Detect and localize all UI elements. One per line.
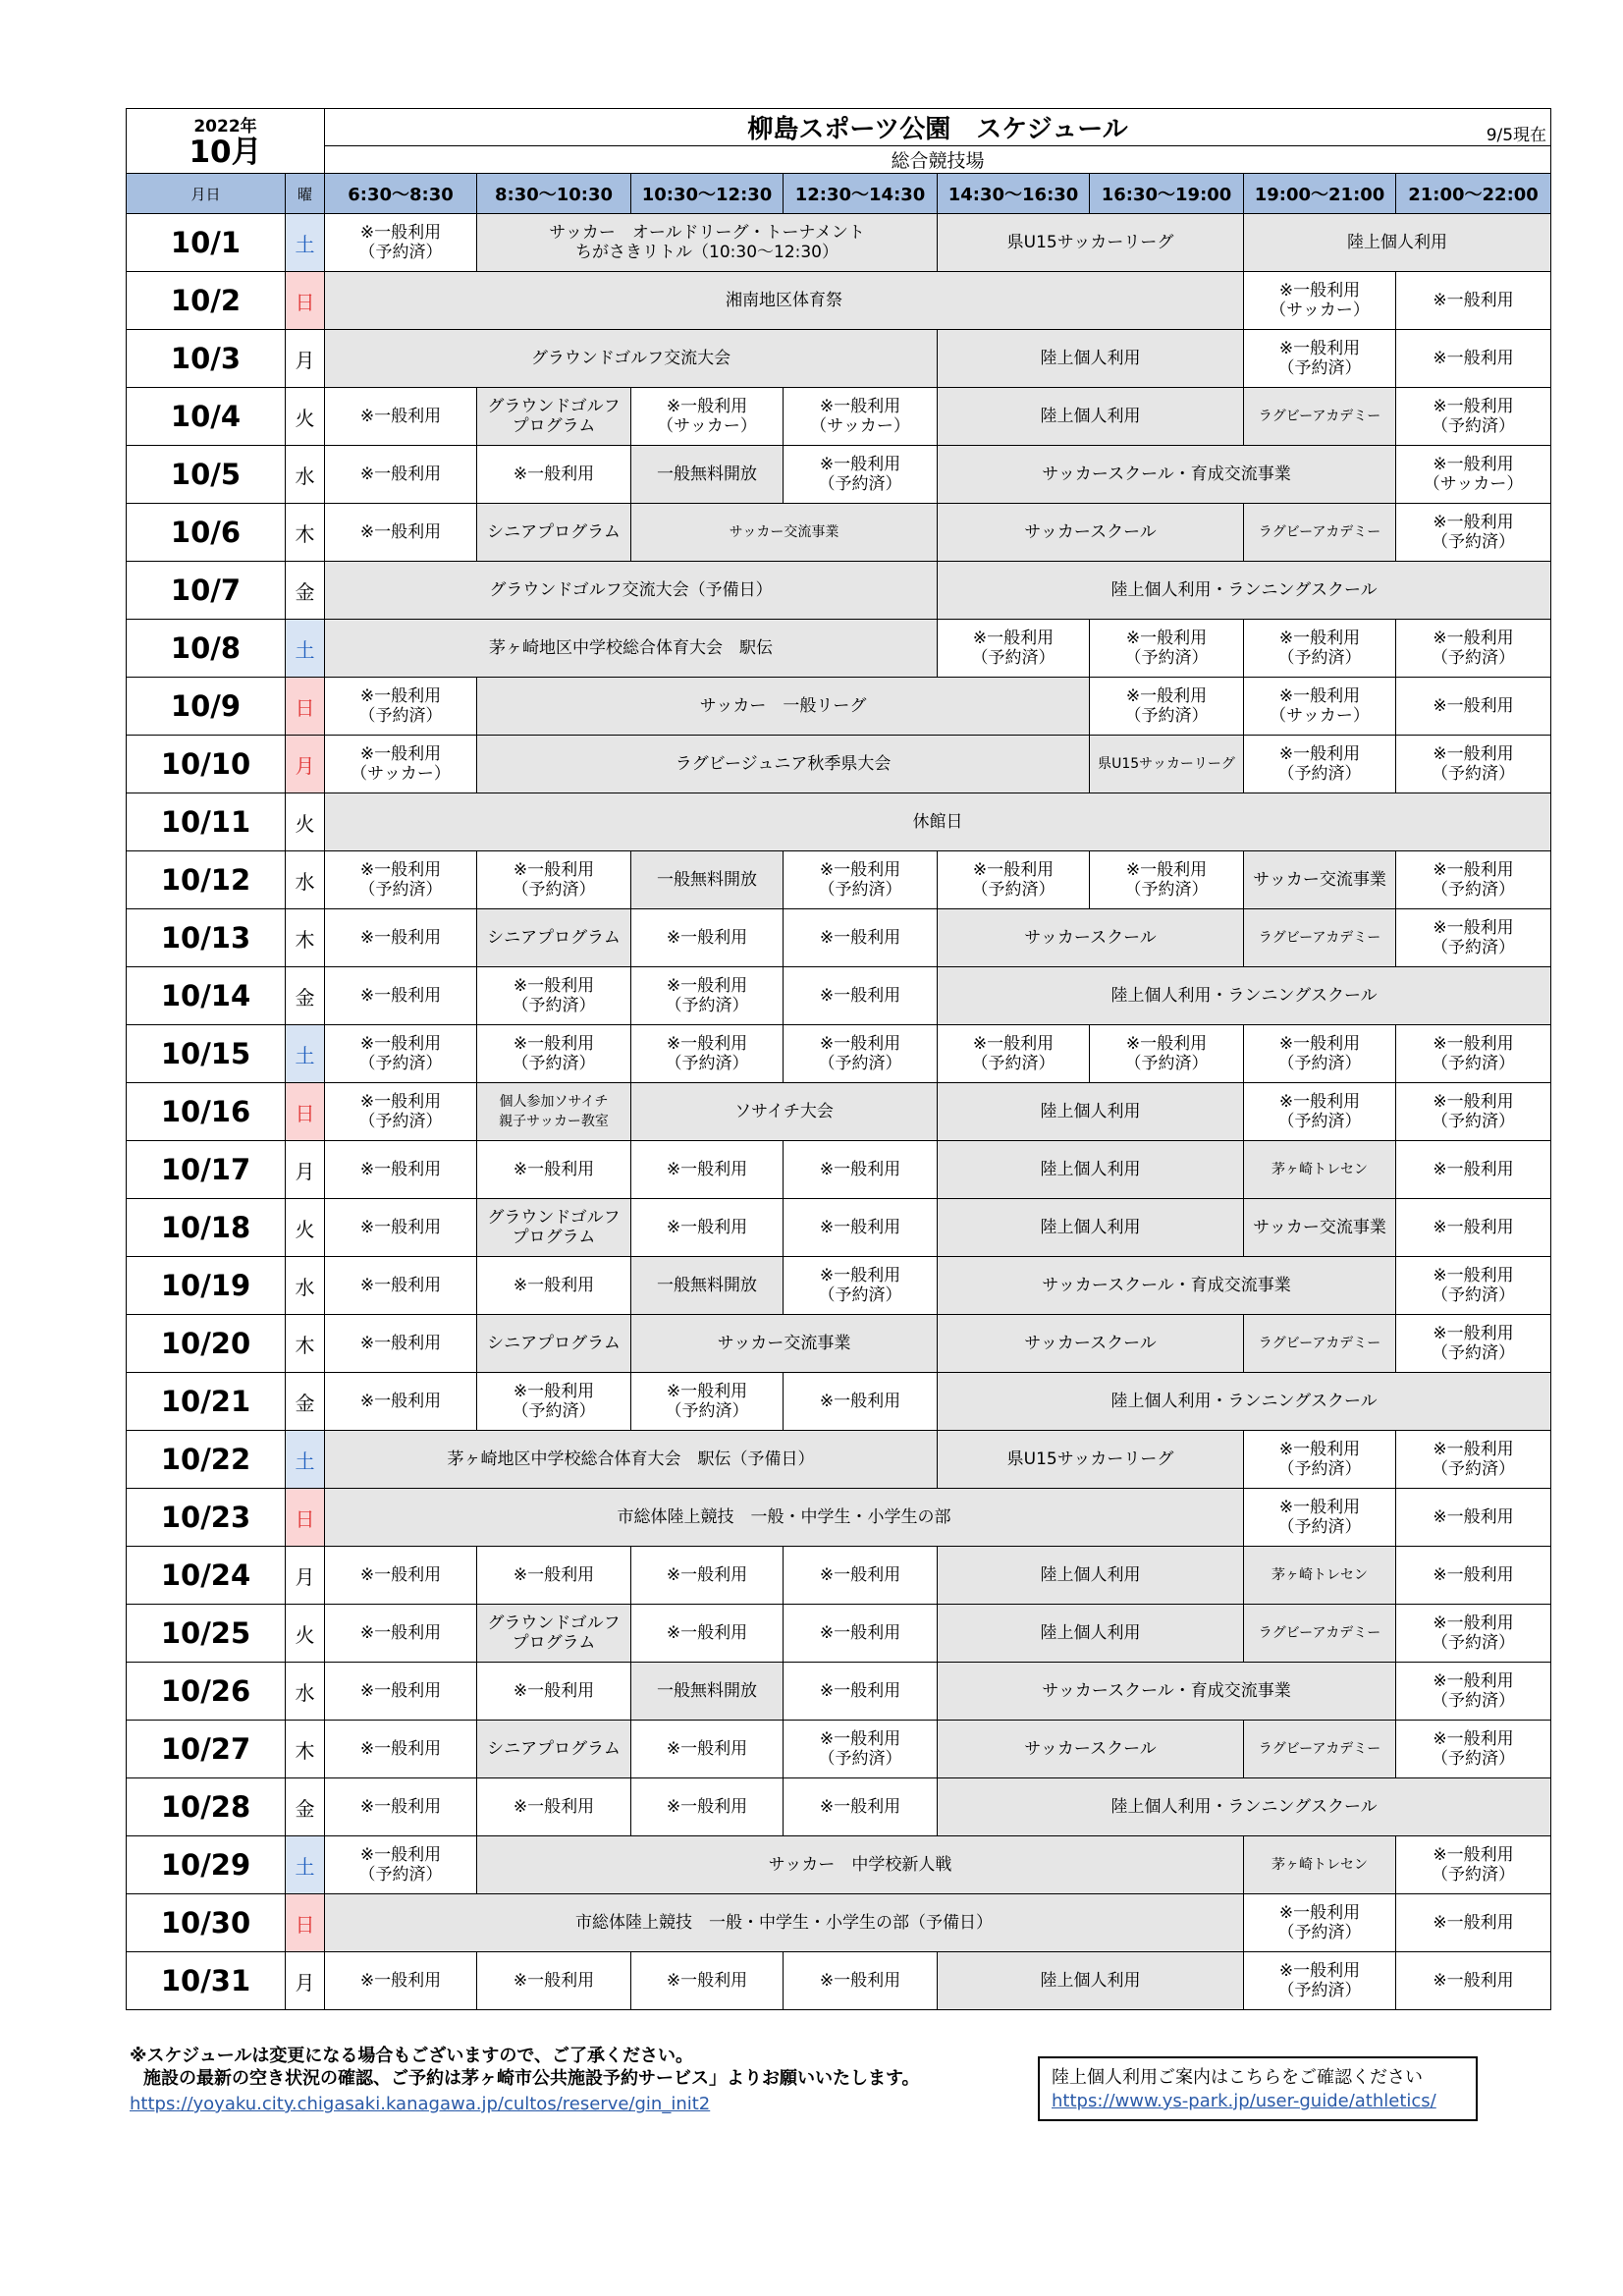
schedule-cell: ※一般利用 — [784, 1373, 938, 1431]
schedule-cell: 陸上個人利用 — [938, 1083, 1244, 1141]
date-cell: 10/31 — [127, 1952, 286, 2010]
schedule-cell: サッカー 中学校新人戦 — [477, 1836, 1244, 1894]
date-cell: 10/14 — [127, 967, 286, 1025]
day-row — [127, 1025, 1551, 1083]
page-title: 柳島スポーツ公園 スケジュール — [747, 115, 1128, 144]
schedule-cell: 茅ヶ崎トレセン — [1244, 1547, 1396, 1605]
weekday-cell: 金 — [286, 967, 325, 1025]
day-row — [127, 1605, 1551, 1663]
schedule-cell: 個人参加ソサイチ 親子サッカー教室 — [477, 1083, 631, 1141]
schedule-cell: ※一般利用 — [631, 909, 784, 967]
schedule-cell: ※一般利用 （予約済） — [1244, 1025, 1396, 1083]
schedule-cell: サッカー交流事業 — [1244, 851, 1396, 909]
day-row — [127, 1836, 1551, 1894]
day-row — [127, 388, 1551, 446]
schedule-cell: ※一般利用 — [477, 1547, 631, 1605]
schedule-cell: グラウンドゴルフ プログラム — [477, 1199, 631, 1257]
schedule-cell: 県U15サッカーリーグ — [938, 1431, 1244, 1489]
schedule-cell: ※一般利用 — [1396, 1199, 1551, 1257]
date-cell: 10/16 — [127, 1083, 286, 1141]
schedule-cell: ※一般利用 （予約済） — [1396, 1721, 1551, 1778]
schedule-cell: 陸上個人利用 — [1244, 214, 1551, 272]
date-cell: 10/10 — [127, 736, 286, 793]
schedule-cell: ※一般利用 — [477, 1141, 631, 1199]
weekday-cell: 月 — [286, 736, 325, 793]
schedule-cell: ※一般利用 （予約済） — [784, 851, 938, 909]
schedule-cell: ※一般利用 （予約済） — [784, 1257, 938, 1315]
schedule-cell: ※一般利用 — [1396, 1141, 1551, 1199]
date-cell: 10/25 — [127, 1605, 286, 1663]
schedule-cell: サッカースクール — [938, 504, 1244, 562]
schedule-cell: ※一般利用 （サッカー） — [325, 736, 477, 793]
weekday-cell: 水 — [286, 1663, 325, 1721]
day-row — [127, 1721, 1551, 1778]
date-cell: 10/7 — [127, 562, 286, 620]
date-cell: 10/24 — [127, 1547, 286, 1605]
schedule-change-note: ※スケジュールは変更になる場合もございますので、ご了承ください。 — [130, 2046, 694, 2066]
weekday-cell: 金 — [286, 562, 325, 620]
schedule-cell: ラグビーアカデミー — [1244, 1605, 1396, 1663]
weekday-cell: 月 — [286, 1547, 325, 1605]
schedule-cell: ※一般利用 — [1396, 272, 1551, 330]
schedule-cell: ※一般利用 — [325, 1141, 477, 1199]
date-cell: 10/6 — [127, 504, 286, 562]
day-row — [127, 909, 1551, 967]
schedule-cell: グラウンドゴルフ交流大会 — [325, 330, 938, 388]
day-row — [127, 1952, 1551, 2010]
weekday-cell: 金 — [286, 1373, 325, 1431]
schedule-cell: 茅ヶ崎地区中学校総合体育大会 駅伝（予備日） — [325, 1431, 938, 1489]
schedule-cell: サッカースクール — [938, 1721, 1244, 1778]
schedule-cell: ※一般利用 （予約済） — [1396, 736, 1551, 793]
schedule-cell: サッカー交流事業 — [631, 504, 938, 562]
schedule-cell: ※一般利用 （予約済） — [1090, 620, 1244, 678]
time-slot-header: 8:30～10:30 — [477, 174, 631, 214]
athletics-info-link[interactable]: https://www.ys-park.jp/user-guide/athletics/ — [1052, 2091, 1436, 2111]
date-cell: 10/2 — [127, 272, 286, 330]
weekday-cell: 日 — [286, 678, 325, 736]
schedule-cell: ※一般利用 — [631, 1721, 784, 1778]
schedule-cell: ※一般利用 （予約済） — [938, 620, 1090, 678]
schedule-cell: 茅ヶ崎トレセン — [1244, 1141, 1396, 1199]
day-row — [127, 1257, 1551, 1315]
schedule-cell: ※一般利用 — [325, 967, 477, 1025]
schedule-cell: 一般無料開放 — [631, 851, 784, 909]
schedule-cell: 陸上個人利用 — [938, 1605, 1244, 1663]
weekday-cell: 土 — [286, 620, 325, 678]
time-slot-header: 14:30～16:30 — [938, 174, 1090, 214]
schedule-cell: 陸上個人利用・ランニングスクール — [938, 1373, 1551, 1431]
schedule-cell: ※一般利用 （予約済） — [325, 1025, 477, 1083]
schedule-cell: ※一般利用 （予約済） — [631, 967, 784, 1025]
schedule-cell: 県U15サッカーリーグ — [938, 214, 1244, 272]
schedule-cell: ※一般利用 （予約済） — [325, 1836, 477, 1894]
schedule-cell: 陸上個人利用 — [938, 388, 1244, 446]
schedule-cell: ※一般利用 — [784, 1778, 938, 1836]
date-cell: 10/8 — [127, 620, 286, 678]
day-row — [127, 1083, 1551, 1141]
time-slot-header: 6:30～8:30 — [325, 174, 477, 214]
athletics-info-label: 陸上個人利用ご案内はこちらをご確認ください — [1052, 2067, 1423, 2088]
schedule-cell: ※一般利用 （予約済） — [325, 851, 477, 909]
weekday-cell: 水 — [286, 1257, 325, 1315]
date-cell: 10/11 — [127, 793, 286, 851]
date-cell: 10/28 — [127, 1778, 286, 1836]
footer-notes — [130, 2045, 920, 2090]
schedule-cell: ※一般利用 — [784, 909, 938, 967]
weekday-cell: 木 — [286, 504, 325, 562]
day-row — [127, 1489, 1551, 1547]
day-row — [127, 562, 1551, 620]
schedule-cell: ※一般利用 （予約済） — [477, 1373, 631, 1431]
schedule-cell: ※一般利用 — [784, 1199, 938, 1257]
schedule-cell: ※一般利用 （予約済） — [938, 851, 1090, 909]
schedule-cell: ※一般利用 （予約済） — [784, 1025, 938, 1083]
schedule-cell: ※一般利用 — [1396, 678, 1551, 736]
schedule-cell: シニアプログラム — [477, 1721, 631, 1778]
schedule-cell: ※一般利用 — [1396, 1952, 1551, 2010]
date-cell: 10/21 — [127, 1373, 286, 1431]
schedule-cell: ※一般利用 （サッカー） — [631, 388, 784, 446]
day-row — [127, 1663, 1551, 1721]
schedule-cell: ※一般利用 （予約済） — [1244, 1952, 1396, 2010]
schedule-cell: ※一般利用 （予約済） — [1396, 1663, 1551, 1721]
weekday-cell: 土 — [286, 1431, 325, 1489]
as-of-date: 9/5現在 — [1486, 126, 1547, 145]
year-label: 2022年 — [193, 116, 257, 137]
schedule-cell: ※一般利用 （予約済） — [1090, 851, 1244, 909]
weekday-cell: 木 — [286, 909, 325, 967]
weekday-cell: 土 — [286, 1836, 325, 1894]
schedule-cell: ※一般利用 — [784, 1605, 938, 1663]
weekday-cell: 水 — [286, 851, 325, 909]
schedule-cell: ラグビーアカデミー — [1244, 1315, 1396, 1373]
schedule-cell: ※一般利用 （サッカー） — [784, 388, 938, 446]
schedule-cell: ※一般利用 （予約済） — [784, 1721, 938, 1778]
schedule-cell: ※一般利用 — [325, 909, 477, 967]
time-slot-header: 19:00～21:00 — [1244, 174, 1396, 214]
schedule-cell: ※一般利用 （予約済） — [1396, 1431, 1551, 1489]
schedule-cell: ※一般利用 （サッカー） — [1244, 678, 1396, 736]
day-row — [127, 446, 1551, 504]
date-cell: 10/20 — [127, 1315, 286, 1373]
schedule-cell: ※一般利用 （予約済） — [325, 1083, 477, 1141]
schedule-cell: シニアプログラム — [477, 1315, 631, 1373]
date-cell: 10/1 — [127, 214, 286, 272]
schedule-cell: ※一般利用 （予約済） — [1396, 1257, 1551, 1315]
schedule-cell: ※一般利用 — [477, 1257, 631, 1315]
weekday-cell: 土 — [286, 214, 325, 272]
schedule-cell: ※一般利用 — [1396, 1547, 1551, 1605]
year-month-cell — [127, 109, 325, 174]
day-row — [127, 1778, 1551, 1836]
weekday-cell: 日 — [286, 1894, 325, 1952]
schedule-cell: 陸上個人利用・ランニングスクール — [938, 967, 1551, 1025]
schedule-cell: ※一般利用 （予約済） — [1244, 736, 1396, 793]
schedule-cell: ※一般利用 — [325, 1952, 477, 2010]
schedule-cell: ラグビーアカデミー — [1244, 388, 1396, 446]
day-row — [127, 272, 1551, 330]
schedule-cell: サッカー オールドリーグ・トーナメント ちがさきリトル（10:30～12:30） — [477, 214, 938, 272]
schedule-cell: ※一般利用 （予約済） — [1396, 1836, 1551, 1894]
schedule-cell: ※一般利用 （予約済） — [1396, 1605, 1551, 1663]
weekday-cell: 日 — [286, 272, 325, 330]
day-row — [127, 620, 1551, 678]
date-cell: 10/27 — [127, 1721, 286, 1778]
schedule-title-cell — [325, 109, 1551, 146]
weekday-cell: 月 — [286, 1141, 325, 1199]
schedule-cell: 陸上個人利用 — [938, 1199, 1244, 1257]
schedule-cell: グラウンドゴルフ プログラム — [477, 388, 631, 446]
schedule-cell: ※一般利用 — [784, 1547, 938, 1605]
schedule-cell: ※一般利用 （予約済） — [1396, 851, 1551, 909]
schedule-cell: 茅ヶ崎地区中学校総合体育大会 駅伝 — [325, 620, 938, 678]
schedule-cell: ※一般利用 （予約済） — [1396, 388, 1551, 446]
weekday-cell: 火 — [286, 388, 325, 446]
time-slot-header: 21:00～22:00 — [1396, 174, 1551, 214]
schedule-cell: 市総体陸上競技 一般・中学生・小学生の部（予備日） — [325, 1894, 1244, 1952]
weekday-cell: 月 — [286, 1952, 325, 2010]
schedule-cell: ※一般利用 （予約済） — [631, 1373, 784, 1431]
date-cell: 10/9 — [127, 678, 286, 736]
schedule-cell: ※一般利用 — [631, 1199, 784, 1257]
day-row — [127, 793, 1551, 851]
schedule-cell: ※一般利用 （予約済） — [1244, 1083, 1396, 1141]
date-cell: 10/19 — [127, 1257, 286, 1315]
day-row — [127, 1431, 1551, 1489]
date-cell: 10/29 — [127, 1836, 286, 1894]
schedule-cell: ※一般利用 （予約済） — [477, 1025, 631, 1083]
schedule-cell: 陸上個人利用・ランニングスクール — [938, 562, 1551, 620]
schedule-cell: 茅ヶ崎トレセン — [1244, 1836, 1396, 1894]
schedule-cell: ※一般利用 — [631, 1547, 784, 1605]
schedule-cell: 陸上個人利用 — [938, 1952, 1244, 2010]
date-cell: 10/22 — [127, 1431, 286, 1489]
dow-column-header: 曜 — [286, 174, 325, 214]
time-slot-header: 16:30～19:00 — [1090, 174, 1244, 214]
schedule-cell: 休館日 — [325, 793, 1551, 851]
schedule-cell: ※一般利用 （予約済） — [1396, 909, 1551, 967]
schedule-cell: シニアプログラム — [477, 909, 631, 967]
day-row — [127, 1199, 1551, 1257]
schedule-cell: ラグビーアカデミー — [1244, 909, 1396, 967]
schedule-cell: ※一般利用 （予約済） — [1090, 1025, 1244, 1083]
date-cell: 10/18 — [127, 1199, 286, 1257]
schedule-cell: ※一般利用 （予約済） — [477, 851, 631, 909]
schedule-cell: グラウンドゴルフ プログラム — [477, 1605, 631, 1663]
day-row — [127, 214, 1551, 272]
date-cell: 10/13 — [127, 909, 286, 967]
day-row — [127, 1141, 1551, 1199]
reservation-note: 施設の最新の空き状況の確認、ご予約は茅ヶ崎市公共施設予約サービス」よりお願いいたします。 — [143, 2068, 920, 2089]
schedule-cell: ※一般利用 （予約済） — [477, 967, 631, 1025]
schedule-cell: サッカー交流事業 — [631, 1315, 938, 1373]
schedule-cell: ※一般利用 （予約済） — [938, 1025, 1090, 1083]
reservation-link[interactable]: https://yoyaku.city.chigasaki.kanagawa.jp/cultos/reserve/gin_init2 — [130, 2094, 711, 2114]
date-cell: 10/23 — [127, 1489, 286, 1547]
schedule-cell: 県U15サッカーリーグ — [1090, 736, 1244, 793]
day-row — [127, 330, 1551, 388]
athletics-info-box — [1038, 2056, 1478, 2121]
schedule-table — [126, 108, 1551, 2010]
schedule-cell: 市総体陸上競技 一般・中学生・小学生の部 — [325, 1489, 1244, 1547]
weekday-cell: 火 — [286, 793, 325, 851]
schedule-cell: ※一般利用 — [631, 1952, 784, 2010]
date-cell: 10/17 — [127, 1141, 286, 1199]
day-row — [127, 1373, 1551, 1431]
schedule-cell: シニアプログラム — [477, 504, 631, 562]
schedule-cell: 陸上個人利用 — [938, 1141, 1244, 1199]
date-cell: 10/15 — [127, 1025, 286, 1083]
schedule-cell: ※一般利用 （サッカー） — [1244, 272, 1396, 330]
schedule-cell: サッカースクール・育成交流事業 — [938, 1663, 1396, 1721]
schedule-cell: ※一般利用 — [784, 1952, 938, 2010]
schedule-cell: サッカー 一般リーグ — [477, 678, 1090, 736]
schedule-cell: 湘南地区体育祭 — [325, 272, 1244, 330]
schedule-cell: ※一般利用 — [784, 967, 938, 1025]
schedule-cell: ※一般利用 （予約済） — [631, 1025, 784, 1083]
schedule-cell: ※一般利用 — [325, 1663, 477, 1721]
schedule-cell: サッカースクール — [938, 1315, 1244, 1373]
schedule-cell: ※一般利用 （予約済） — [1396, 620, 1551, 678]
time-slot-header: 12:30～14:30 — [784, 174, 938, 214]
schedule-cell: ※一般利用 — [477, 1778, 631, 1836]
weekday-cell: 月 — [286, 330, 325, 388]
date-cell: 10/4 — [127, 388, 286, 446]
schedule-cell: ※一般利用 （予約済） — [1244, 330, 1396, 388]
schedule-cell: ※一般利用 — [325, 1257, 477, 1315]
schedule-cell: ※一般利用 （予約済） — [784, 446, 938, 504]
schedule-cell: ※一般利用 — [325, 1547, 477, 1605]
schedule-cell: サッカースクール — [938, 909, 1244, 967]
schedule-cell: ※一般利用 （予約済） — [1396, 1083, 1551, 1141]
month-label: 10月 — [189, 134, 262, 170]
schedule-cell: 陸上個人利用 — [938, 330, 1244, 388]
schedule-cell: 一般無料開放 — [631, 1663, 784, 1721]
schedule-cell: ※一般利用 — [631, 1778, 784, 1836]
schedule-cell: ※一般利用 — [325, 1605, 477, 1663]
schedule-cell: ※一般利用 — [1396, 330, 1551, 388]
schedule-cell: ※一般利用 （予約済） — [1090, 678, 1244, 736]
schedule-cell: ※一般利用 （サッカー） — [1396, 446, 1551, 504]
schedule-cell: サッカースクール・育成交流事業 — [938, 446, 1396, 504]
schedule-cell: ※一般利用 — [325, 504, 477, 562]
schedule-cell: サッカー交流事業 — [1244, 1199, 1396, 1257]
date-cell: 10/30 — [127, 1894, 286, 1952]
day-row — [127, 504, 1551, 562]
schedule-cell: ※一般利用 — [325, 1373, 477, 1431]
weekday-cell: 火 — [286, 1605, 325, 1663]
date-cell: 10/5 — [127, 446, 286, 504]
day-row — [127, 736, 1551, 793]
schedule-cell: ※一般利用 （予約済） — [1396, 1025, 1551, 1083]
weekday-cell: 木 — [286, 1721, 325, 1778]
schedule-cell: ※一般利用 — [325, 1778, 477, 1836]
schedule-cell: ※一般利用 （予約済） — [325, 214, 477, 272]
schedule-cell: ※一般利用 （予約済） — [1244, 1489, 1396, 1547]
schedule-cell: 一般無料開放 — [631, 446, 784, 504]
schedule-cell: ソサイチ大会 — [631, 1083, 938, 1141]
weekday-cell: 日 — [286, 1489, 325, 1547]
time-slot-header: 10:30～12:30 — [631, 174, 784, 214]
day-row — [127, 967, 1551, 1025]
schedule-cell: ※一般利用 — [1396, 1894, 1551, 1952]
schedule-cell: ※一般利用 — [477, 1663, 631, 1721]
day-row — [127, 851, 1551, 909]
schedule-cell: グラウンドゴルフ交流大会（予備日） — [325, 562, 938, 620]
date-cell: 10/12 — [127, 851, 286, 909]
schedule-cell: ※一般利用 — [477, 446, 631, 504]
weekday-cell: 木 — [286, 1315, 325, 1373]
schedule-cell: ※一般利用 — [325, 446, 477, 504]
schedule-cell: ラグビーアカデミー — [1244, 504, 1396, 562]
schedule-cell: ※一般利用 （予約済） — [325, 678, 477, 736]
weekday-cell: 水 — [286, 446, 325, 504]
schedule-cell: ※一般利用 （予約済） — [1244, 1431, 1396, 1489]
schedule-cell: ※一般利用 — [325, 1199, 477, 1257]
schedule-cell: ※一般利用 — [325, 1721, 477, 1778]
weekday-cell: 土 — [286, 1025, 325, 1083]
schedule-cell: ※一般利用 （予約済） — [1396, 1315, 1551, 1373]
day-row — [127, 1894, 1551, 1952]
schedule-cell: ※一般利用 — [631, 1605, 784, 1663]
schedule-cell: ※一般利用 — [784, 1663, 938, 1721]
schedule-cell: ※一般利用 （予約済） — [1244, 1894, 1396, 1952]
date-cell: 10/3 — [127, 330, 286, 388]
schedule-cell: ※一般利用 — [1396, 1489, 1551, 1547]
day-row — [127, 1315, 1551, 1373]
date-column-header: 月日 — [127, 174, 286, 214]
schedule-cell: ※一般利用 — [631, 1141, 784, 1199]
schedule-cell: ラグビージュニア秋季県大会 — [477, 736, 1090, 793]
weekday-cell: 金 — [286, 1778, 325, 1836]
schedule-cell: 陸上個人利用・ランニングスクール — [938, 1778, 1551, 1836]
date-cell: 10/26 — [127, 1663, 286, 1721]
weekday-cell: 火 — [286, 1199, 325, 1257]
schedule-cell: ※一般利用 — [325, 388, 477, 446]
schedule-cell: ※一般利用 — [784, 1141, 938, 1199]
day-row — [127, 678, 1551, 736]
schedule-cell: サッカースクール・育成交流事業 — [938, 1257, 1396, 1315]
schedule-cell: ラグビーアカデミー — [1244, 1721, 1396, 1778]
day-row — [127, 1547, 1551, 1605]
schedule-cell: ※一般利用 （予約済） — [1244, 620, 1396, 678]
schedule-cell: ※一般利用 — [325, 1315, 477, 1373]
schedule-cell: 一般無料開放 — [631, 1257, 784, 1315]
schedule-cell: ※一般利用 （予約済） — [1396, 504, 1551, 562]
schedule-cell: 陸上個人利用 — [938, 1547, 1244, 1605]
column-header-row — [127, 174, 1551, 214]
schedule-cell: ※一般利用 — [477, 1952, 631, 2010]
venue-name: 総合競技場 — [325, 146, 1551, 174]
weekday-cell: 日 — [286, 1083, 325, 1141]
